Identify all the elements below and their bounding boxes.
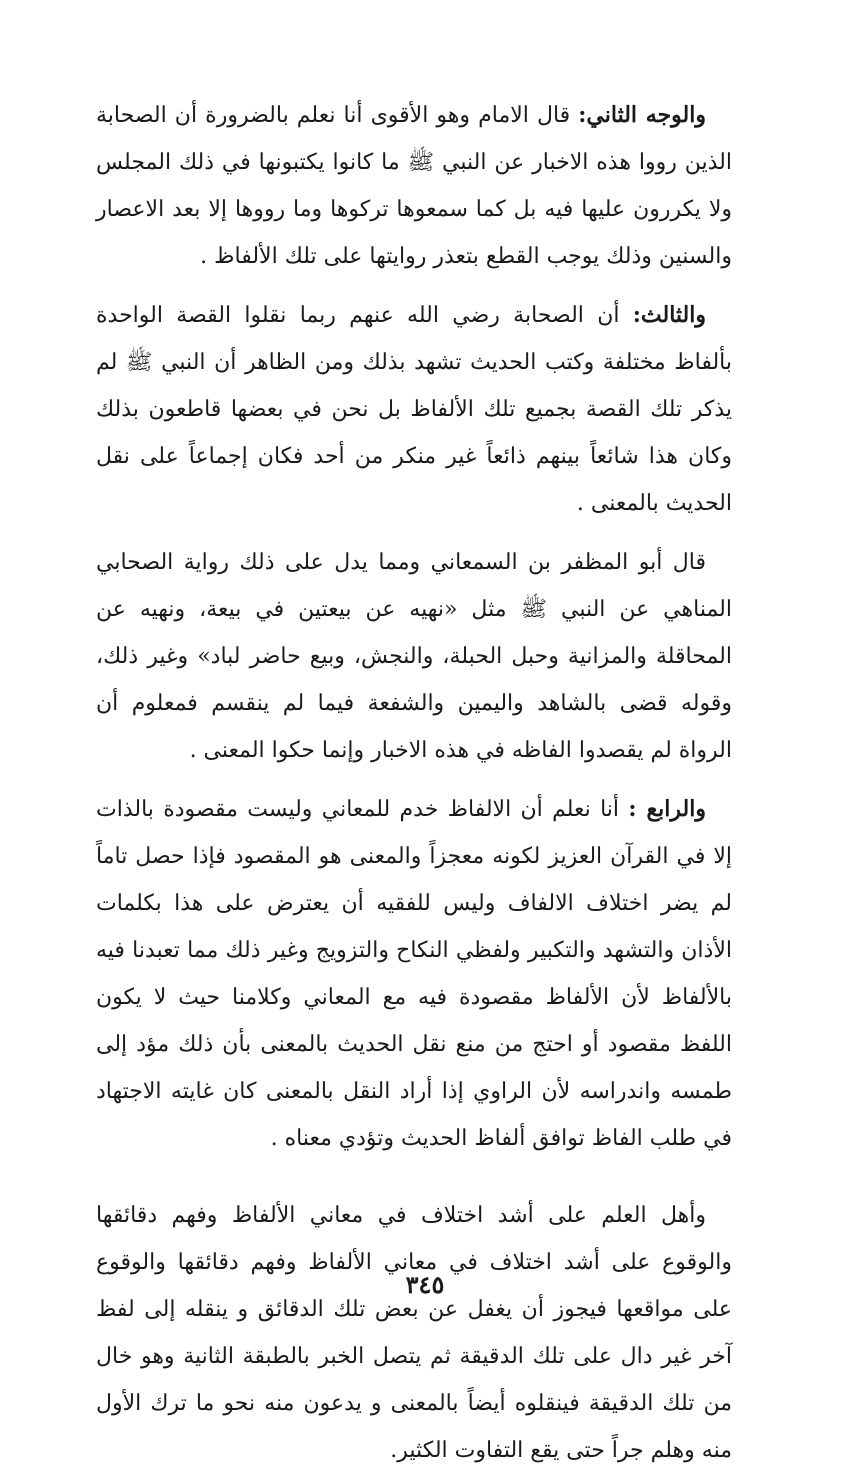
paragraph-third-reason <box>96 292 732 527</box>
paragraph-heading: والوجه الثاني: <box>578 102 706 128</box>
paragraph-heading: والثالث: <box>632 302 706 328</box>
paragraph-heading: والرابع : <box>628 796 706 822</box>
paragraph-second-reason <box>96 92 732 280</box>
paragraph-fourth-reason <box>96 786 732 1162</box>
paragraph-text: أنا نعلم أن الالفاظ خدم للمعاني وليست مقصودة بالذات إلا في القرآن العزيز لكونه معجزاً والمعنى هو المقصود فإذا حصل تاماً لم يضر اختلاف الالفاف وليس للفقيه أن يعترض على هذا بكلمات الأذان والتشهد والتكبير ولفظي النكاح والتزويج وغير ذلك مما تعبدنا فيه بالألفاظ لأن الألفاظ مقصودة فيه مع المعاني وكلامنا حيث لا يكون اللفظ مقصود أو احتج من منع نقل الحديث بالمعنى بأن ذلك مؤد إلى طمسه واندراسه لأن الراوي إذا أراد النقل بالمعنى كان غايته الاجتهاد في طلب الفاظ توافق ألفاظ الحديث وتؤدي معناه . <box>96 797 732 1151</box>
paragraph-text: قال أبو المظفر بن السمعاني ومما يدل على ذلك رواية الصحابي المناهي عن النبي ﷺ مثل «نهيه عن بيعتين في بيعة، ونهيه عن المحاقلة والمزانية وحبل الحبلة، والنجش، وبيع حاضر لباد» وغير ذلك، وقوله قضى بالشاهد واليمين والشفعة فيما لم ينقسم فمعلوم أن الرواة لم يقصدوا الفاظه في هذه الاخبار وإنما حكوا المعنى . <box>96 550 732 763</box>
paragraph-scholars <box>96 1192 732 1474</box>
paragraph-ibn-samani <box>96 539 732 774</box>
paragraph-text: أن الصحابة رضي الله عنهم ربما نقلوا القصة الواحدة بألفاظ مختلفة وكتب الحديث تشهد بذلك ومن الظاهر أن النبي ﷺ لم يذكر تلك القصة بجميع تلك الألفاظ بل نحن في بعضها قاطعون بذلك وكان هذا شائعاً بينهم ذائعاً غير منكر من أحد فكان إجماعاً على نقل الحديث بالمعنى . <box>96 303 732 516</box>
page-number: ٣٤٥ <box>405 1270 445 1299</box>
paragraph-text: وأهل العلم على أشد اختلاف في معاني الألفاظ وفهم دقائقها والوقوع على أشد اختلاف في معاني الألفاظ وفهم دقائقها والوقوع على مواقعها فيجوز أن يغفل عن بعض تلك الدقائق و ينقله إلى لفظ آخر غير دال على تلك الدقيقة ثم يتصل الخبر بالطبقة الثانية وهو خال من تلك الدقيقة فينقلوه أيضاً بالمعنى و يدعون منه نحو ما ترك الأول منه وهلم جراً حتى يقع التفاوت الكثير. <box>96 1203 732 1463</box>
paragraph-text: قال الامام وهو الأقوى أنا نعلم بالضرورة أن الصحابة الذين رووا هذه الاخبار عن النبي ﷺ ما كانوا يكتبونها في ذلك المجلس ولا يكررون عليها فيه بل كما سمعوها تركوها وما رووها إلا بعد الاعصار والسنين وذلك يوجب القطع بتعذر روايتها على تلك الألفاظ . <box>96 103 732 269</box>
page-body <box>96 92 732 1474</box>
